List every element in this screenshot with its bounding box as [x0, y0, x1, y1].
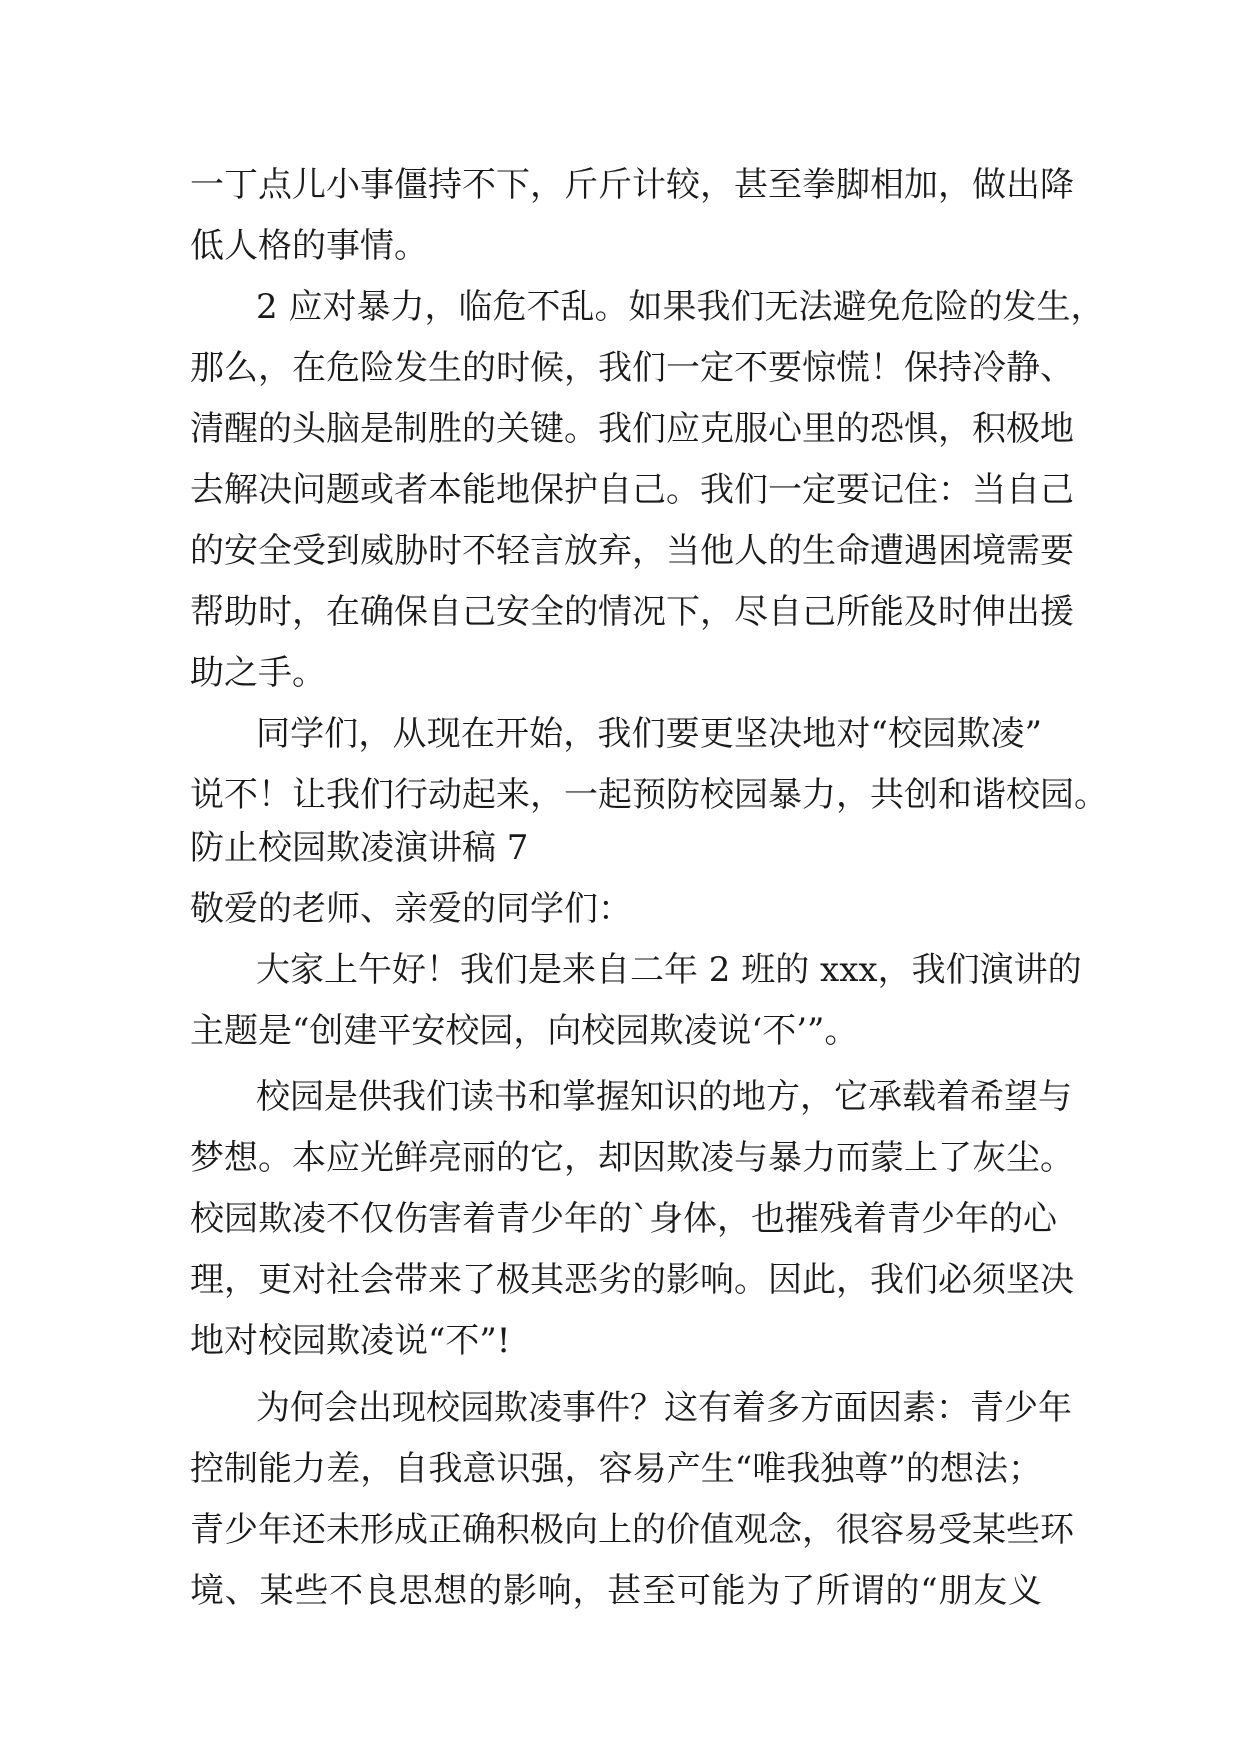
text-line: 的安全受到威胁时不轻言放弃，当他人的生命遭遇困境需要: [190, 531, 1074, 571]
section-heading: 防止校园欺凌演讲稿 7: [190, 828, 529, 868]
text-line: 说不！让我们行动起来，一起预防校园暴力，共创和谐校园。: [190, 775, 1108, 815]
text-line: 为何会出现校园欺凌事件？这有着多方面因素：青少年: [256, 1388, 1072, 1428]
text-line: 同学们，从现在开始，我们要更坚决地对“校园欺凌”: [256, 714, 1042, 754]
text-line: 地对校园欺凌说“不”!: [190, 1321, 511, 1361]
text-line: 青少年还未形成正确积极向上的价值观念，很容易受某些环: [190, 1510, 1074, 1550]
text-line: 校园欺凌不仅伤害着青少年的`身体，也摧残着青少年的心: [190, 1199, 1057, 1239]
text-line: 大家上午好！我们是来自二年 2 班的 xxx，我们演讲的: [256, 950, 1082, 990]
text-line: 2 应对暴力，临危不乱。如果我们无法避免危险的发生，: [256, 287, 1105, 327]
text-line: 清醒的头脑是制胜的关键。我们应克服心里的恐惧，积极地: [190, 409, 1074, 449]
text-line: 低人格的事情。: [190, 226, 428, 266]
text-line: 理，更对社会带来了极其恶劣的影响。因此，我们必须坚决: [190, 1260, 1074, 1300]
text-line: 一丁点儿小事僵持不下，斤斤计较，甚至拳脚相加，做出降: [190, 165, 1074, 205]
text-line: 助之手。: [190, 653, 326, 693]
text-line: 帮助时，在确保自己安全的情况下，尽自己所能及时伸出援: [190, 592, 1074, 632]
text-line: 去解决问题或者本能地保护自己。我们一定要记住：当自己: [190, 470, 1074, 510]
salutation: 敬爱的老师、亲爱的同学们：: [190, 889, 632, 929]
text-line: 梦想。本应光鲜亮丽的它，却因欺凌与暴力而蒙上了灰尘。: [190, 1138, 1074, 1178]
text-line: 校园是供我们读书和掌握知识的地方，它承载着希望与: [256, 1077, 1072, 1117]
text-line: 境、某些不良思想的影响，甚至可能为了所谓的“朋友义: [190, 1571, 1042, 1611]
text-line: 控制能力差，自我意识强，容易产生“唯我独尊”的想法；: [190, 1449, 1042, 1489]
text-line: 主题是“创建平安校园，向校园欺凌说‘不’”。: [190, 1011, 859, 1051]
text-line: 那么，在危险发生的时候，我们一定不要惊慌！保持冷静、: [190, 348, 1074, 388]
